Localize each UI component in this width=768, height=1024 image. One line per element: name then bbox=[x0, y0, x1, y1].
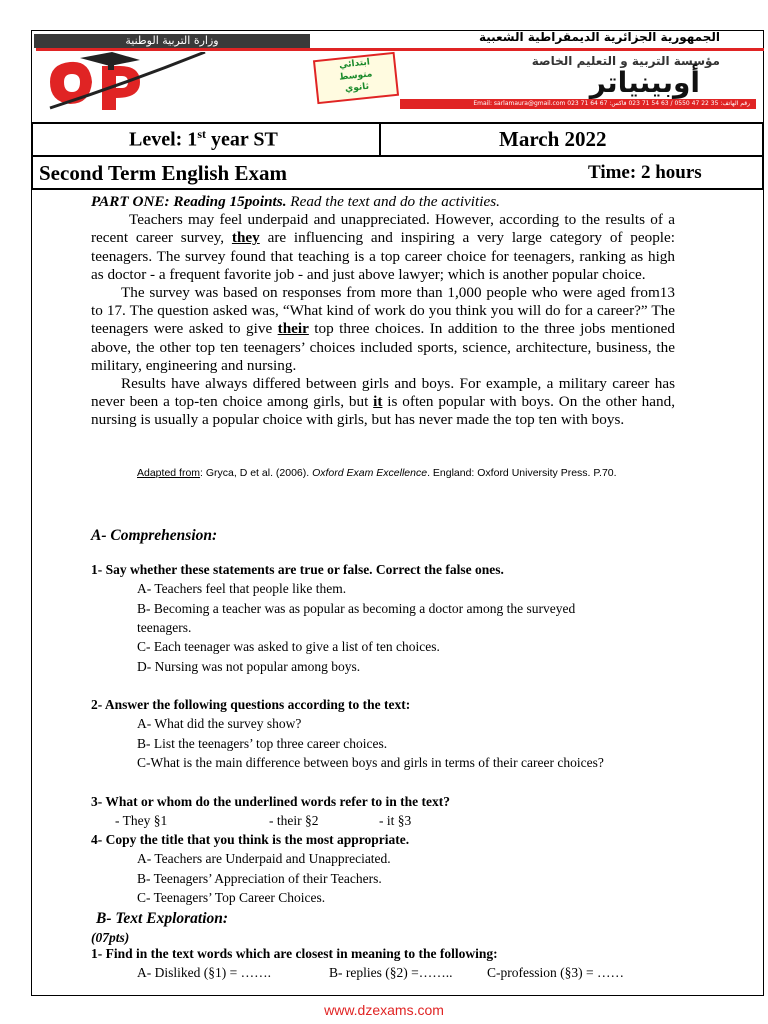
exploration-question-1: 1- Find in the text words which are closest in meaning to the following: bbox=[91, 946, 498, 961]
source-title: Oxford Exam Excellence bbox=[312, 467, 428, 479]
q1-option-b: B- Becoming a teacher was as popular as becoming a doctor among the surveyed bbox=[137, 601, 576, 616]
exploration-points: (07pts) bbox=[91, 930, 130, 945]
q1-option-d: D- Nursing was not popular among boys. bbox=[137, 659, 361, 674]
republic-title: الجمهورية الجزائرية الديمقراطية الشعبية bbox=[478, 30, 720, 44]
level-suffix: year ST bbox=[205, 128, 278, 151]
info-divider bbox=[379, 124, 381, 157]
question-2: 2- Answer the following questions according to the text: bbox=[91, 697, 411, 712]
badge-level-secondary: ثانوي bbox=[344, 81, 370, 95]
footer-website-link[interactable]: www.dzexams.com bbox=[324, 1002, 444, 1018]
exploration-option-b: B- replies (§2) =…….. bbox=[329, 965, 453, 980]
exploration-heading: B- Text Exploration: bbox=[96, 910, 229, 927]
levels-badge bbox=[313, 52, 399, 104]
level-prefix: Level: 1 bbox=[129, 128, 198, 151]
reading-section bbox=[91, 193, 675, 430]
exploration-option-c: C-profession (§3) = …… bbox=[487, 965, 624, 980]
part-one-heading bbox=[91, 193, 675, 211]
q1-option-a: A- Teachers feel that people like them. bbox=[137, 581, 347, 596]
exam-duration: Time: 2 hours bbox=[588, 162, 702, 183]
exam-info-table bbox=[31, 122, 764, 190]
underlined-word-it: it bbox=[373, 393, 383, 411]
p2-text-b: top three choices. In addition to the three jobs mentioned above, the other top ten teenagers’ choices included sports, science, architecture, business, the military, engineering and nursing. bbox=[91, 320, 676, 374]
question-4: 4- Copy the title that you think is the most appropriate. bbox=[91, 832, 410, 847]
source-citation bbox=[137, 467, 617, 479]
badge-level-primary: ابتدائي bbox=[338, 57, 371, 71]
q2-option-c: C-What is the main difference between boys and girls in terms of their career choices? bbox=[137, 755, 604, 770]
paragraph-3 bbox=[91, 375, 675, 430]
level-sup: st bbox=[197, 127, 206, 141]
underlined-word-they: they bbox=[231, 229, 260, 247]
exploration-option-a: A- Disliked (§1) = ……. bbox=[137, 965, 271, 980]
q1-option-c: C- Each teenager was asked to give a list of ten choices. bbox=[137, 639, 440, 654]
q3-ref-it: - it §3 bbox=[379, 813, 412, 828]
question-1: 1- Say whether these statements are true or false. Correct the false ones. bbox=[91, 562, 504, 577]
q3-ref-they: - They §1 bbox=[115, 813, 168, 828]
p3-text-b: is often popular with boys. On the other hand, nursing is usually a popular choice with girls, but has never made the top ten with boys. bbox=[91, 393, 676, 429]
paragraph-2 bbox=[91, 284, 675, 375]
q2-option-a: A- What did the survey show? bbox=[137, 716, 302, 731]
institution-name: مؤسسة التربية و التعليم الخاصة bbox=[531, 54, 720, 68]
q1-option-b-cont: teenagers. bbox=[137, 620, 192, 635]
school-logo-icon bbox=[40, 52, 210, 112]
exam-title: Second Term English Exam bbox=[39, 161, 287, 185]
brand-name: أوبينياتر bbox=[589, 66, 700, 99]
q3-ref-their: - their §2 bbox=[269, 813, 319, 828]
paragraph-1 bbox=[91, 211, 675, 284]
p1-text-b: are influencing and inspiring a very large category of people: teenagers. The survey found that teaching is a top career choice for teenagers, ranking as high as doctor - a frequent favorite job - and just above lawyer; which is another popular choice. bbox=[91, 229, 675, 283]
ministry-banner: وزارة التربية الوطنية bbox=[34, 34, 310, 48]
level-label bbox=[129, 127, 278, 152]
exam-date: March 2022 bbox=[499, 127, 607, 151]
part-one-title: PART ONE: Reading 15points. bbox=[91, 193, 287, 210]
source-label: Adapted from bbox=[137, 467, 201, 479]
question-3: 3- What or whom do the underlined words refer to in the text? bbox=[91, 794, 450, 809]
q4-option-b: B- Teenagers’ Appreciation of their Teachers. bbox=[137, 871, 382, 886]
underlined-word-their: their bbox=[277, 320, 309, 338]
badge-level-middle: متوسط bbox=[338, 69, 373, 83]
comprehension-heading: A- Comprehension: bbox=[91, 527, 218, 544]
p1-text-a: Teachers may feel underpaid and unappreciated. However, according to the results of a recent career survey, bbox=[91, 211, 675, 247]
source-authors: : Gryca, D et al. (2006). bbox=[200, 467, 313, 479]
part-one-instruction: Read the text and do the activities. bbox=[286, 193, 500, 210]
contact-strip: رقم الهاتف: 35 22 47 0550 / 63 54 71 023 فاكس: 67 64 71 023 Email: sarlamaura@gmail.com bbox=[400, 99, 756, 109]
header-divider bbox=[36, 48, 764, 51]
q4-option-c: C- Teenagers’ Top Career Choices. bbox=[137, 890, 326, 905]
p2-text-a: The survey was based on responses from more than 1,000 people who were aged from13 to 17. The question asked was, “What kind of work do you think you will do for a career?” The teenagers were asked to give bbox=[91, 284, 675, 338]
q2-option-b: B- List the teenagers’ top three career choices. bbox=[137, 736, 388, 751]
p3-text-a: Results have always differed between girls and boys. For example, a military career has never been a top-ten choice among girls, but bbox=[91, 375, 675, 411]
q4-option-a: A- Teachers are Underpaid and Unappreciated. bbox=[137, 851, 391, 866]
source-publisher: . England: Oxford University Press. P.70. bbox=[427, 467, 617, 479]
